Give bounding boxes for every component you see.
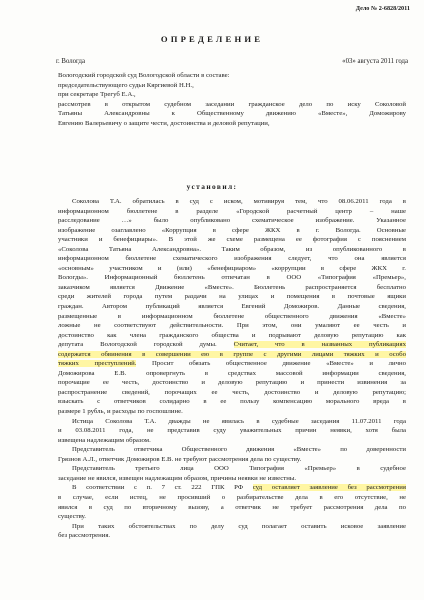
paragraph [58, 445, 406, 464]
paragraph [58, 197, 406, 417]
court-line: рассмотрев в открытом судебном заседании гражданское дело по иску Соколовой [58, 100, 406, 108]
text-line [58, 464, 406, 474]
text-run: взыскать с ответчиков солидарно в ее пользу компенсацию морального вреда в [58, 398, 406, 406]
text-line [58, 350, 406, 360]
text-run: и 03.08.2011 года, не представив суду уважительных причин неявки, хотя была [58, 427, 406, 435]
text-run: существу. [58, 513, 86, 521]
text-line [58, 226, 406, 236]
text-line [58, 474, 406, 484]
text-line [58, 436, 406, 446]
text-run: Представитель третьего лица ООО Типография «Премьер» в судебное [72, 465, 406, 473]
text-line [58, 207, 406, 217]
text-run: Истица Соколова Т.А. дважды не явилась в судебные заседания 11.07.2011 года [72, 417, 406, 425]
text-run: «основным» участником и (или) «бенефициаром» «коррупции в сфере ЖКХ г. [58, 264, 406, 272]
text-line [58, 483, 406, 493]
text-run: изображение озаглавлено «Коррупция в сфере ЖКХ в г. Вологда. Основные [58, 226, 406, 234]
court-composition [58, 71, 406, 128]
text-run: распространение сведений, порочащих ее честь, достоинство и деловую репутацию; [58, 388, 406, 396]
text-line [58, 197, 406, 207]
text-line [58, 407, 406, 417]
text-line [58, 445, 406, 455]
text-run: информационном бюллетене в разделе «Городской расчетный центр – наше [58, 207, 406, 215]
text-run: В соответствии с п. 7 ст. 222 ГПК РФ [72, 484, 253, 492]
text-line [58, 512, 406, 522]
text-line [58, 283, 406, 293]
text-line [58, 312, 406, 322]
city-label: г. Вологда [56, 58, 85, 65]
text-run: Просит обязать общественное движение «Вместе» и лично [136, 360, 407, 368]
text-line [58, 417, 406, 427]
court-line: Евгению Валерьевичу о защите чести, достоинства и деловой репутации, [58, 119, 270, 127]
text-run: участники и бенефициары». В этой же схеме размещена ее фотография с пояснением [58, 236, 406, 244]
paragraph [58, 417, 406, 446]
text-run: ложные не соответствуют действительности. При этом, они умаляют ее честь и [58, 322, 406, 330]
text-run: без рассмотрения. [58, 532, 111, 540]
text-line [58, 321, 406, 331]
text-line [58, 531, 406, 541]
text-run: в случае, если истец, не просивший о разбирательстве дела в его отсутствие, не [58, 493, 406, 501]
text-line [58, 388, 406, 398]
text-run: достоинство как члена гражданского общества и подрывают деловую репутацию как [58, 331, 406, 339]
text-run: среди жителей города путем раздачи на улицах и помещения в почтовые ящики [58, 293, 406, 301]
text-run: извещена надлежащим образом. [58, 436, 151, 444]
text-run: расследование …» было опубликовано схематическое изображение. Указанное [58, 217, 406, 225]
document-date: «03» августа 2011 года [342, 58, 408, 65]
text-run: депутата Вологодской городской думы. [58, 341, 234, 349]
decision-body [58, 197, 406, 541]
text-line [58, 273, 406, 283]
text-run: Представитель ответчика Общественного движения «Вместе» по доверенности [72, 446, 406, 454]
section-heading: установил: [186, 182, 238, 191]
text-line [58, 426, 406, 436]
text-line [58, 369, 406, 379]
text-line [58, 292, 406, 302]
text-run: информационном бюллетене схематического изображения следует, что она является [58, 255, 406, 263]
court-line: Татьяны Александровны к Общественному движению «Вместе», Доможирову [58, 110, 406, 118]
case-number: Дело № 2-6828/2011 [355, 5, 410, 12]
text-run: заказчиком является Движение «Вместе». Бюллетень распространяется бесплатно [58, 283, 406, 291]
highlighted-text: содержатся обвинения в совершении ею в группе с другими лицами тяжких и особо [58, 350, 406, 358]
highlighted-text: Считает, что в названных публикациях [233, 341, 406, 349]
text-run: явился в суд по вторичному вызову, а ответчик не требует рассмотрения дела по [58, 503, 406, 511]
text-line [58, 264, 406, 274]
document-title: ОПРЕДЕЛЕНИЕ [160, 34, 264, 44]
text-line [58, 397, 406, 407]
text-line [58, 340, 406, 350]
text-line [58, 503, 406, 513]
text-run: «Соколова Татьяна Александровна». Таким образом, из опубликованного в [58, 245, 406, 253]
text-line [58, 235, 406, 245]
paragraph [58, 464, 406, 483]
text-line [58, 359, 406, 369]
text-run: Доможирова Е.В. опровергнуть в средствах массовой информации сведения, [58, 369, 406, 377]
court-line: председательствующего судьи Кяргиевой Н.Н., [58, 81, 194, 89]
text-run: размещенные в информационном бюллетене общественного движения «Вместе» [58, 312, 406, 320]
text-run: Грязнов А.Л., ответчик Доможиров Е.В. не требуют рассмотрения дела по существу. [58, 455, 302, 463]
text-line [58, 331, 406, 341]
text-line [58, 302, 406, 312]
text-line [58, 245, 406, 255]
paragraph [58, 483, 406, 521]
paragraph [58, 522, 406, 541]
text-line [58, 254, 406, 264]
text-run: граждан. Автором публикаций является Евгений Доможиров. Данные сведения, [58, 303, 406, 311]
text-line [58, 522, 406, 532]
text-line [58, 455, 406, 465]
text-run: размере 1 рубль, и расходы по госпошлине. [58, 408, 183, 416]
text-line [58, 216, 406, 226]
text-run: При таких обстоятельствах по делу суд полагает оставить исковое заявление [72, 522, 406, 530]
text-run: Соколова Т.А. обратилась в суд с иском, мотивируя тем, что 08.06.2011 года в [72, 198, 406, 205]
highlighted-text: суд оставляет заявление без рассмотрения [252, 484, 406, 492]
text-run: порочащие ее честь, достоинство и деловую репутацию и принести извинения за [58, 379, 406, 387]
court-line: при секретаре Трегуб Е.А., [58, 91, 136, 99]
text-run: Вологды». Информационный бюллетень отпечатан в ООО «Типография «Премьер», [58, 274, 406, 282]
court-line: Вологодский городской суд Вологодской области в составе: [58, 72, 230, 79]
text-line [58, 493, 406, 503]
highlighted-text: тяжких преступлений. [58, 360, 137, 368]
text-run: заседание не явился, извещен надлежащим образом, причины неявки не известны. [58, 474, 297, 482]
text-line [58, 378, 406, 388]
